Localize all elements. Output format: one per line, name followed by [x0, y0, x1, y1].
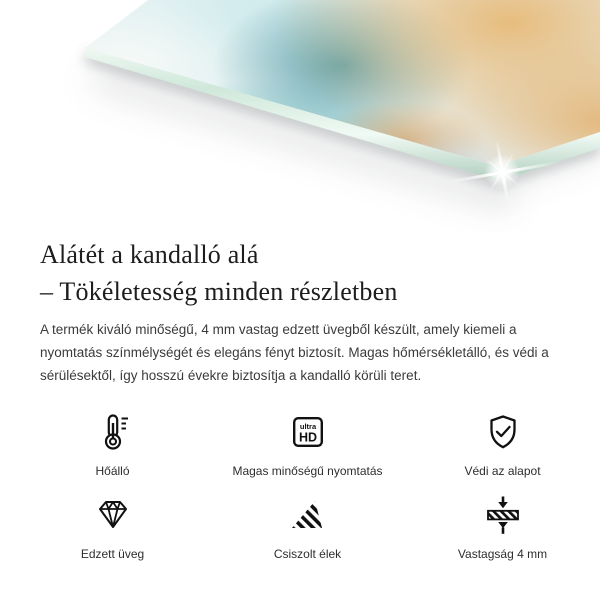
feature-label: Vastagság 4 mm	[457, 547, 548, 561]
page-title	[40, 236, 560, 310]
product-image	[0, 0, 600, 232]
shield-check-icon	[483, 409, 523, 455]
feature-label: Magas minőségű nyomtatás	[232, 464, 383, 478]
product-details-section	[0, 236, 600, 387]
feature-tempered-glass	[15, 492, 210, 561]
diamond-icon	[93, 492, 133, 538]
ultra-hd-icon	[288, 409, 328, 455]
feature-ultra-hd-print	[210, 409, 405, 478]
product-description: A termék kiváló minőségű, 4 mm vastag edzett üvegből készült, amely kiemeli a nyomtatás színmélységét és elegáns fényt biztosít. Magas hőmérsékletálló, és védi a sérülésektől, így hosszú évekre biztosítja a kandalló körüli teret.	[40, 322, 549, 383]
ultra-hd-icon-text-bottom: HD	[298, 430, 317, 445]
thermometer-icon	[93, 409, 133, 455]
polished-edges-icon	[288, 492, 328, 538]
feature-heat-resistant	[15, 409, 210, 478]
feature-polished-edges	[210, 492, 405, 561]
feature-label: Védi az alapot	[464, 464, 541, 478]
feature-label: Edzett üveg	[80, 547, 145, 561]
feature-label: Csiszolt élek	[273, 547, 342, 561]
feature-thickness-4mm	[405, 492, 600, 561]
thickness-icon	[483, 492, 523, 538]
ultra-hd-icon-text-top: ultra	[299, 422, 316, 431]
feature-grid	[15, 409, 600, 561]
page-title-line1: Alátét a kandalló alá	[40, 240, 259, 269]
page-title-line2: – Tökéletesség minden részletben	[40, 277, 398, 306]
feature-label: Hőálló	[95, 464, 130, 478]
feature-protects-base	[405, 409, 600, 478]
